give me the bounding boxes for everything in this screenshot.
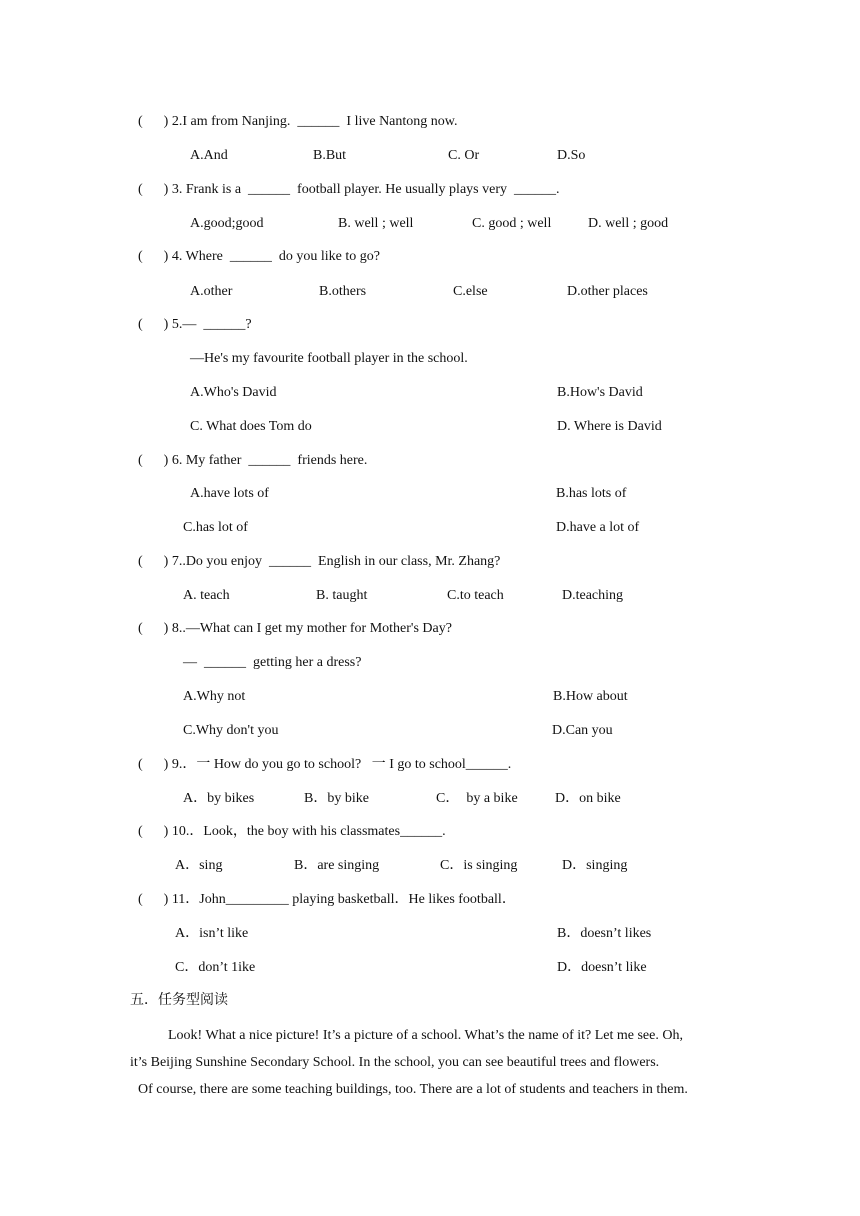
question-9-option-a: A．by bikes <box>183 791 255 806</box>
question-4-option-d: D.other places <box>567 284 648 299</box>
question-8-substem: — ______ getting her a dress? <box>183 655 362 670</box>
question-4-option-b: B.others <box>319 284 367 299</box>
question-7-option-d: D.teaching <box>562 588 624 603</box>
question-11-option-b: B．doesn’t likes <box>557 926 652 941</box>
question-6-option-c: C.has lot of <box>183 520 248 535</box>
question-9-option-d: D．on bike <box>555 791 621 806</box>
question-2-option-c: C. Or <box>448 148 480 163</box>
question-7-stem: ( ) 7..Do you enjoy ______ English in our class, Mr. Zhang? <box>138 554 501 569</box>
question-11-option-a: A．isn’t like <box>175 926 249 941</box>
reading-paragraph-line-2: it’s Beijing Sunshine Secondary School. In the school, you can see beautiful trees and flowers. <box>130 1055 660 1070</box>
question-6-option-d: D.have a lot of <box>556 520 640 535</box>
question-10-option-a: A．sing <box>175 858 223 873</box>
question-2-option-b: B.But <box>313 148 347 163</box>
question-7-option-c: C.to teach <box>447 588 504 603</box>
question-9-stem: ( ) 9.．一 How do you go to school? 一 I go to school______. <box>138 757 512 772</box>
question-3-stem: ( ) 3. Frank is a ______ football player. He usually plays very ______. <box>138 182 560 197</box>
question-6-stem: ( ) 6. My father ______ friends here. <box>138 453 368 468</box>
question-3-option-b: B. well ; well <box>338 216 414 231</box>
question-4-stem: ( ) 4. Where ______ do you like to go? <box>138 249 380 264</box>
question-9-option-c: C． by a bike <box>436 791 518 806</box>
question-11-option-c: C．don’t 1ike <box>175 960 256 975</box>
question-5-option-d: D. Where is David <box>557 419 662 434</box>
question-2-option-a: A.And <box>190 148 228 163</box>
question-5-stem: ( ) 5.— ______? <box>138 317 252 332</box>
reading-paragraph-line-1: Look! What a nice picture! It’s a picture of a school. What’s the name of it? Let me see. Oh, <box>168 1028 683 1043</box>
question-10-option-c: C．is singing <box>440 858 518 873</box>
question-2-option-d: D.So <box>557 148 586 163</box>
question-10-option-d: D．singing <box>562 858 628 873</box>
section-title: 五．任务型阅读 <box>130 993 228 1008</box>
question-7-option-b: B. taught <box>316 588 368 603</box>
question-4-option-c: C.else <box>453 284 488 299</box>
question-2-stem: ( ) 2.I am from Nanjing. ______ I live Nantong now. <box>138 114 458 129</box>
question-10-option-b: B．are singing <box>294 858 380 873</box>
question-11-option-d: D．doesn’t like <box>557 960 647 975</box>
question-5-option-a: A.Who's David <box>190 385 277 400</box>
question-8-option-c: C.Why don't you <box>183 723 279 738</box>
question-8-stem: ( ) 8..—What can I get my mother for Mother's Day? <box>138 621 452 636</box>
question-5-option-b: B.How's David <box>557 385 643 400</box>
question-9-option-b: B．by bike <box>304 791 369 806</box>
question-5-substem: —He's my favourite football player in the school. <box>190 351 468 366</box>
question-10-stem: ( ) 10.．Look，the boy with his classmates______. <box>138 824 446 839</box>
reading-paragraph-line-3: Of course, there are some teaching buildings, too. There are a lot of students and teachers in them. <box>138 1082 688 1097</box>
question-3-option-c: C. good ; well <box>472 216 552 231</box>
question-3-option-d: D. well ; good <box>588 216 669 231</box>
question-3-option-a: A.good;good <box>190 216 264 231</box>
question-8-option-a: A.Why not <box>183 689 246 704</box>
question-6-option-a: A.have lots of <box>190 486 269 501</box>
question-4-option-a: A.other <box>190 284 233 299</box>
question-8-option-b: B.How about <box>553 689 628 704</box>
question-8-option-d: D.Can you <box>552 723 613 738</box>
question-5-option-c: C. What does Tom do <box>190 419 312 434</box>
question-11-stem: ( ) 11．John_________ playing basketball．He likes football． <box>138 892 516 907</box>
question-7-option-a: A. teach <box>183 588 230 603</box>
question-6-option-b: B.has lots of <box>556 486 627 501</box>
